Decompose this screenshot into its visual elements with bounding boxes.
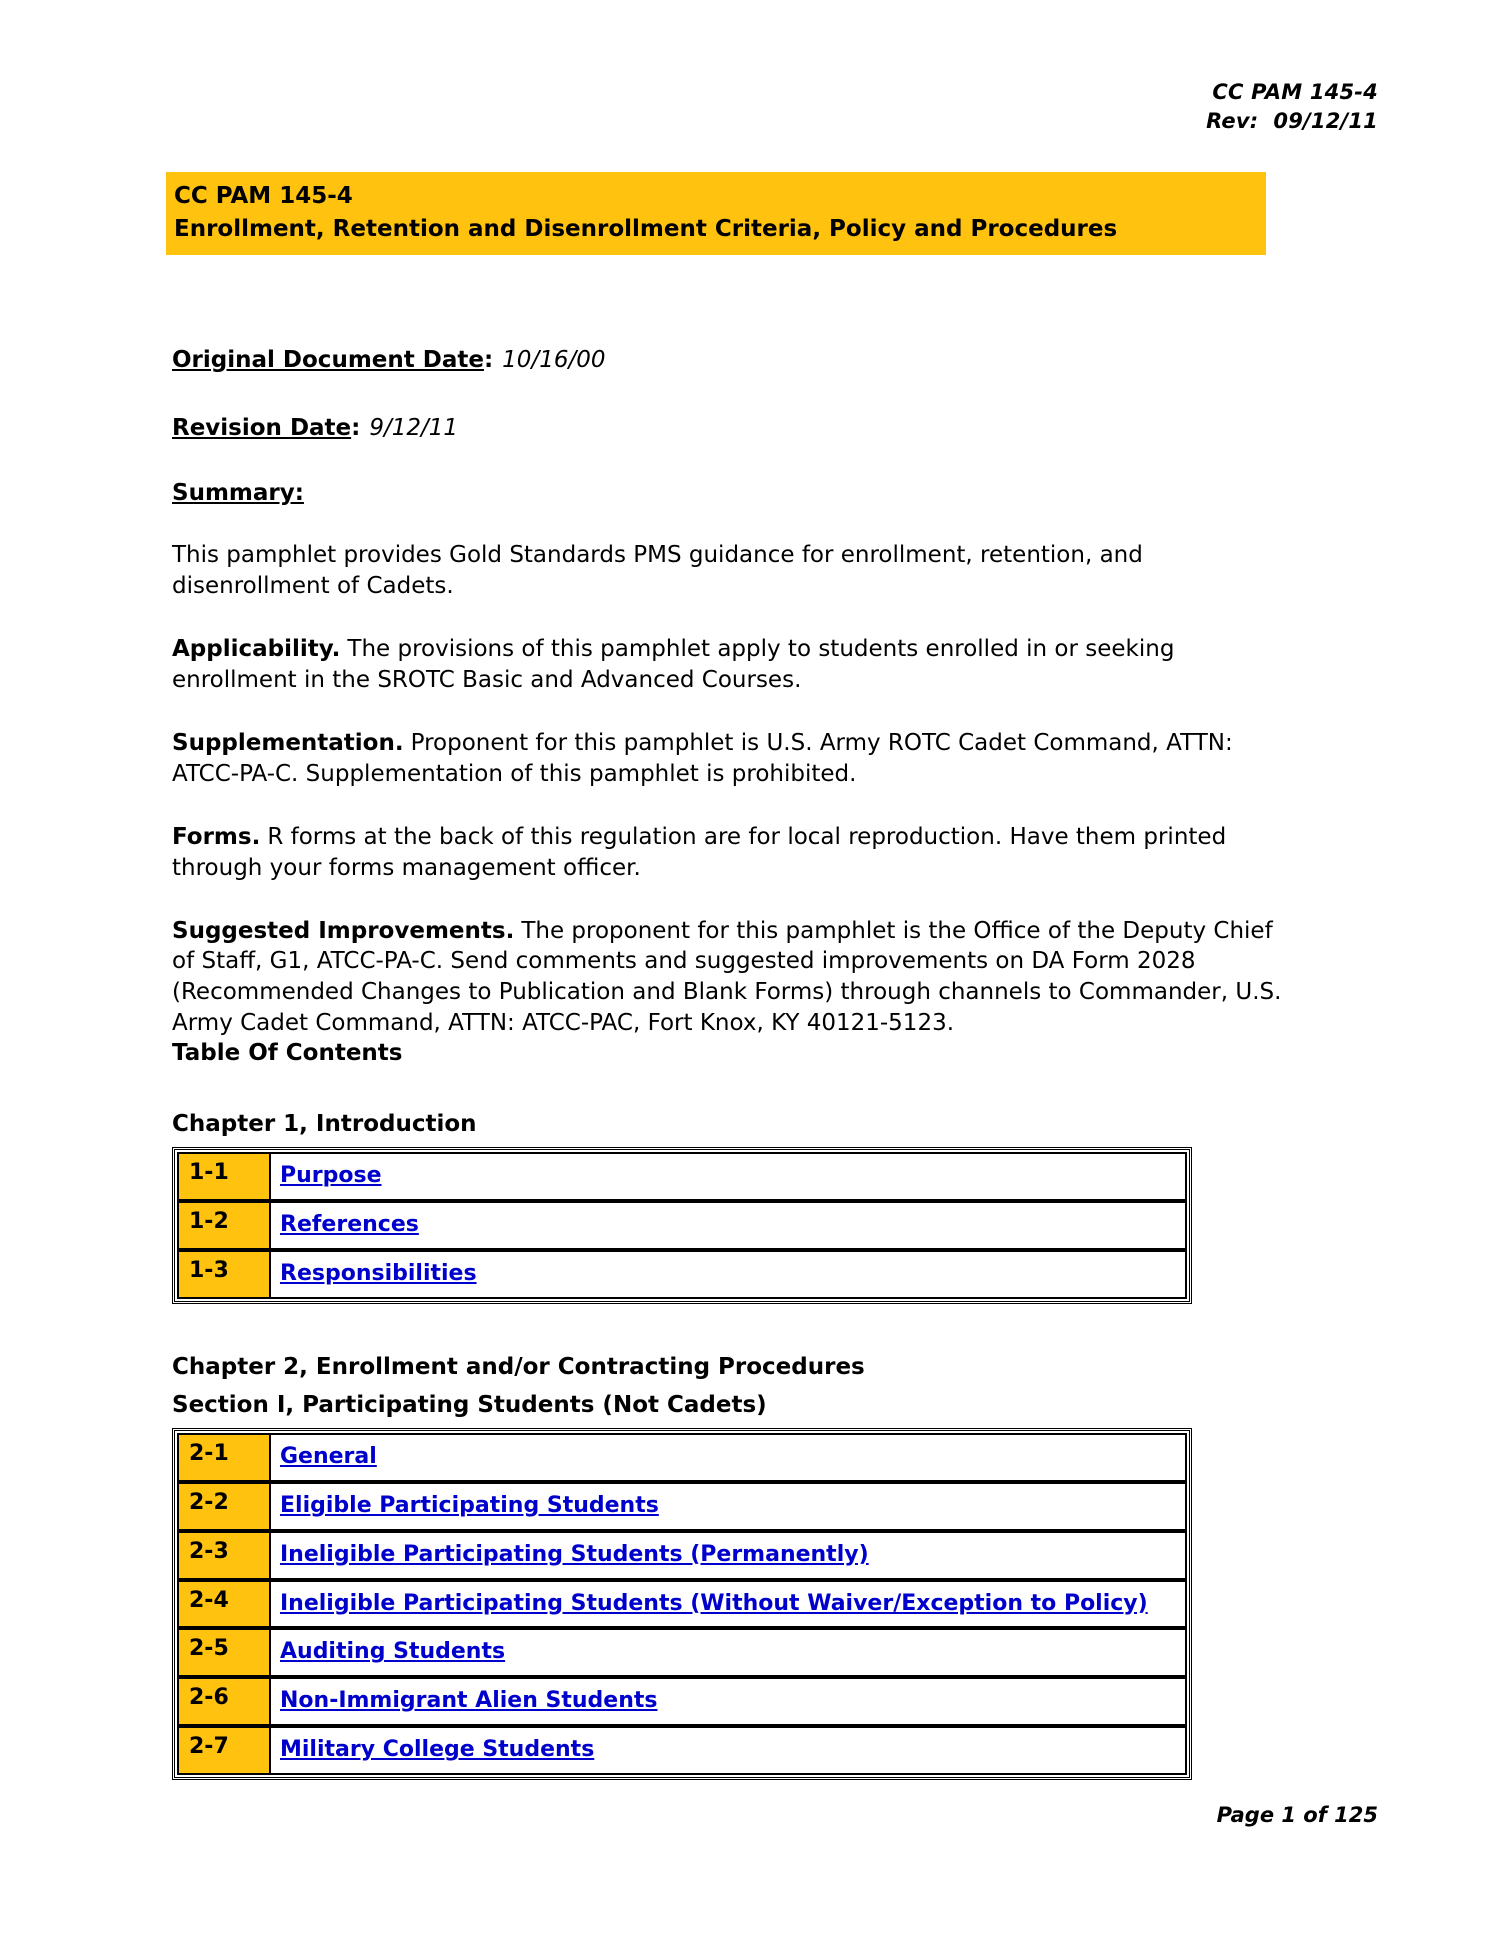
summary-heading-wrap [172, 480, 1300, 540]
supplementation-lead: Supplementation. [172, 729, 404, 756]
toc-link-eligible-participating-students[interactable]: Eligible Participating Students [280, 1492, 659, 1518]
toc-link-ineligible-participating-students-permanently[interactable]: Ineligible Participating Students (Permanently) [280, 1541, 869, 1567]
chapter-1-heading: Chapter 1, Introduction [172, 1111, 477, 1138]
original-document-date-label: Original Document Date [172, 347, 484, 373]
toc-title-cell[interactable] [271, 1533, 1185, 1578]
table-row[interactable] [177, 1482, 1187, 1531]
table-of-contents-heading: Table Of Contents [172, 1040, 403, 1067]
revision-date-value: 9/12/11 [369, 414, 459, 441]
original-document-date-value: 10/16/00 [502, 347, 606, 373]
applicability-lead: Applicability. [172, 636, 341, 662]
toc-number-cell: 2-4 [179, 1582, 271, 1627]
revision-date-label: Revision Date [172, 414, 352, 441]
toc-link-general[interactable]: General [280, 1443, 377, 1469]
table-row[interactable] [177, 1677, 1187, 1726]
title-banner-title: Enrollment, Retention and Disenrollment Criteria, Policy and Procedures [174, 215, 1118, 242]
toc-title-cell[interactable] [271, 1679, 1185, 1724]
summary-paragraph: This pamphlet provides Gold Standards PMS guidance for enrollment, retention, and disenrollment of Cadets. [172, 542, 1143, 600]
suggested-improvements-paragraph [172, 916, 1300, 1040]
toc-title-cell[interactable] [271, 1728, 1185, 1773]
table-row[interactable] [177, 1433, 1187, 1482]
chapter-1-toc-table [172, 1147, 1192, 1304]
toc-number-cell: 2-7 [179, 1728, 271, 1773]
toc-link-military-college-students[interactable]: Military College Students [280, 1737, 595, 1763]
toc-title-cell[interactable] [271, 1630, 1185, 1675]
revision-date-line [172, 413, 1300, 444]
toc-link-ineligible-participating-students-without-waiver[interactable]: Ineligible Participating Students (Without Waiver/Exception to Policy) [280, 1590, 1148, 1616]
toc-title-cell[interactable] [271, 1252, 1185, 1297]
title-banner [166, 172, 1266, 255]
document-body [172, 345, 1300, 1780]
toc-title-cell[interactable] [271, 1203, 1185, 1248]
summary-heading: Summary: [172, 480, 304, 507]
page-footer: Page 1 of 125 [1216, 1803, 1378, 1827]
chapter-2-section-1-heading: Section I, Participating Students (Not Cadets) [172, 1391, 767, 1418]
toc-title-cell[interactable] [271, 1435, 1185, 1480]
supplementation-text: Proponent for this pamphlet is U.S. Army ROTC Cadet Command, ATTN: ATCC-PA-C. Supplementation of this pamphlet is prohibited. [172, 729, 1233, 787]
applicability-paragraph [172, 634, 1300, 696]
forms-paragraph [172, 822, 1300, 884]
running-head [1206, 78, 1378, 135]
table-row[interactable] [177, 1726, 1187, 1775]
toc-link-responsibilities[interactable]: Responsibilities [280, 1260, 477, 1286]
suggested-improvements-lead: Suggested Improvements. [172, 917, 515, 944]
forms-text: R forms at the back of this regulation are for local reproduction. Have them printed through your forms management officer. [172, 823, 1227, 881]
toc-number-cell: 2-5 [179, 1630, 271, 1675]
toc-title-cell[interactable] [271, 1484, 1185, 1529]
toc-link-non-immigrant-alien-students[interactable]: Non-Immigrant Alien Students [280, 1688, 658, 1714]
toc-title-cell[interactable] [271, 1154, 1185, 1199]
toc-number-cell: 1-2 [179, 1203, 271, 1248]
toc-link-auditing-students[interactable]: Auditing Students [280, 1639, 506, 1665]
toc-title-cell[interactable] [271, 1582, 1185, 1627]
table-row[interactable] [177, 1580, 1187, 1629]
toc-link-purpose[interactable]: Purpose [280, 1163, 382, 1189]
table-row[interactable] [177, 1201, 1187, 1250]
toc-number-cell: 2-3 [179, 1533, 271, 1578]
running-head-revision: Rev: 09/12/11 [1206, 108, 1378, 133]
table-row[interactable] [177, 1628, 1187, 1677]
toc-number-cell: 2-2 [179, 1484, 271, 1529]
running-head-doc-number: CC PAM 145-4 [1212, 80, 1378, 104]
table-row[interactable] [177, 1531, 1187, 1580]
original-document-date-line [172, 345, 1300, 376]
table-row[interactable] [177, 1250, 1187, 1299]
suggested-improvements-text: The proponent for this pamphlet is the Office of the Deputy Chief of Staff, G1, ATCC-PA-C. Send comments and suggested improvements on DA Form 2028 (Recommended Changes to Publication and Blank Forms) through channels to Commander, U.S. Army Cadet Command, ATTN: ATCC-PAC, Fort Knox, KY 40121-5123. [172, 917, 1282, 1037]
forms-lead: Forms. [172, 823, 261, 850]
toc-number-cell: 1-3 [179, 1252, 271, 1297]
toc-number-cell: 2-6 [179, 1679, 271, 1724]
toc-number-cell: 2-1 [179, 1435, 271, 1480]
toc-link-references[interactable]: References [280, 1212, 419, 1238]
chapter-2-heading: Chapter 2, Enrollment and/or Contracting Procedures [172, 1353, 865, 1380]
supplementation-paragraph [172, 728, 1300, 790]
original-document-date-colon: : [483, 347, 494, 373]
chapter-2-toc-table [172, 1428, 1192, 1780]
revision-date-colon: : [351, 414, 361, 441]
table-row[interactable] [177, 1152, 1187, 1201]
title-banner-doc-number: CC PAM 145-4 [174, 183, 353, 209]
applicability-text: The provisions of this pamphlet apply to students enrolled in or seeking enrollment in the SROTC Basic and Advanced Courses. [172, 636, 1175, 693]
toc-number-cell: 1-1 [179, 1154, 271, 1199]
